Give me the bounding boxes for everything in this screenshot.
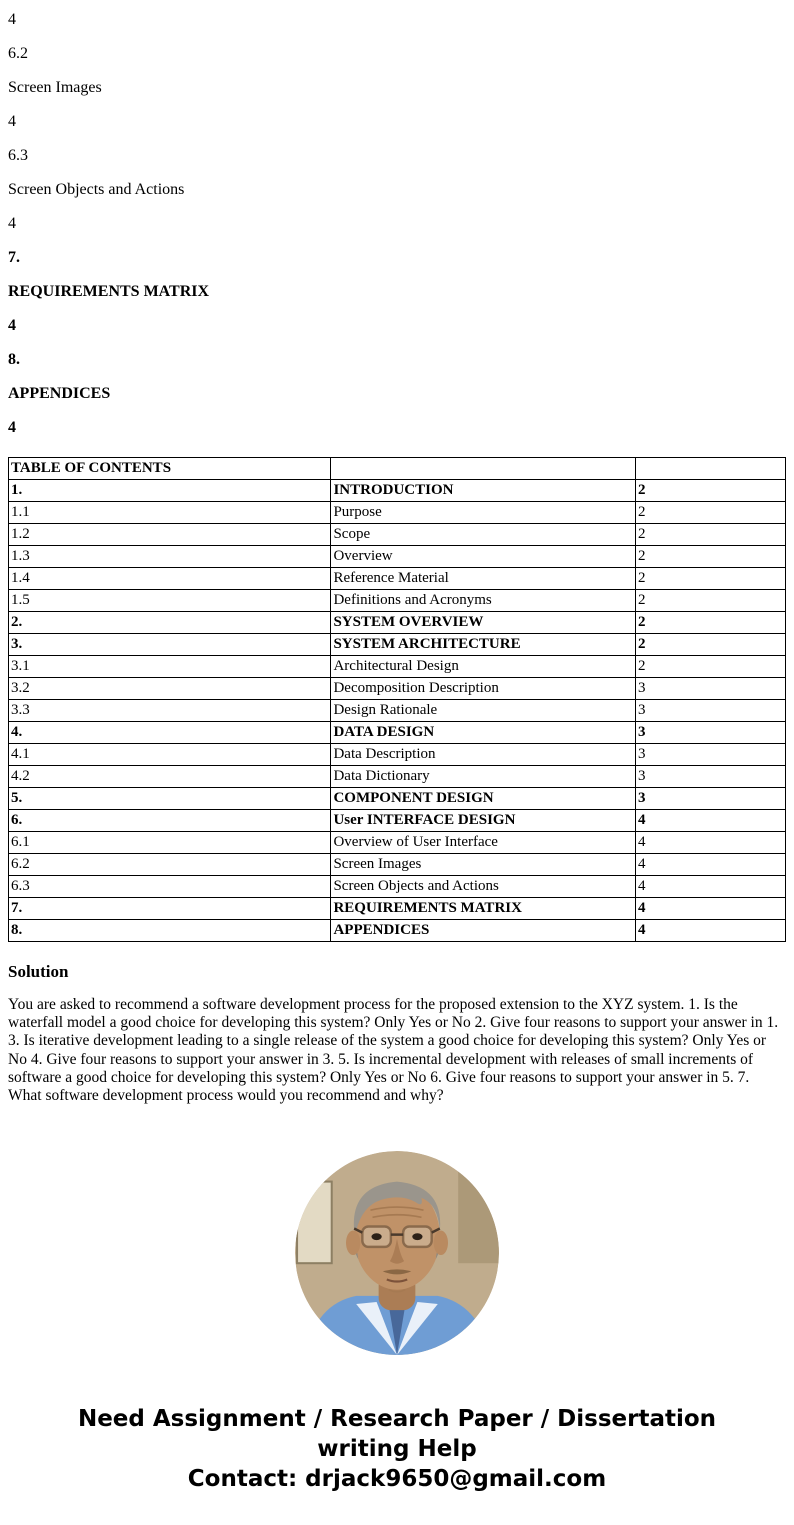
toc-cell-num: 4.2 [9, 766, 331, 788]
toc-table-row [9, 656, 786, 678]
toc-table-row [9, 590, 786, 612]
toc-table-row [9, 832, 786, 854]
toc-table-row [9, 788, 786, 810]
toc-cell-num: 8. [9, 920, 331, 942]
toc-table-row [9, 854, 786, 876]
toc-cell-page: 2 [636, 612, 786, 634]
toc-header-empty-1 [331, 458, 636, 480]
toc-table-row [9, 810, 786, 832]
toc-overflow-line: REQUIREMENTS MATRIX [8, 283, 210, 300]
toc-cell-page: 4 [636, 898, 786, 920]
toc-overflow-line: Screen Images [8, 79, 102, 96]
toc-cell-num: 1.4 [9, 568, 331, 590]
toc-cell-title: Definitions and Acronyms [331, 590, 636, 612]
toc-cell-num: 4. [9, 722, 331, 744]
toc-cell-num: 1.2 [9, 524, 331, 546]
toc-cell-num: 1.1 [9, 502, 331, 524]
toc-table-row [9, 568, 786, 590]
toc-cell-title: Reference Material [331, 568, 636, 590]
toc-cell-num: 2. [9, 612, 331, 634]
toc-cell-title: User INTERFACE DESIGN [331, 810, 636, 832]
toc-cell-num: 3. [9, 634, 331, 656]
toc-table-row [9, 634, 786, 656]
toc-cell-page: 2 [636, 634, 786, 656]
toc-cell-page: 4 [636, 854, 786, 876]
toc-cell-title: APPENDICES [331, 920, 636, 942]
toc-cell-page: 3 [636, 700, 786, 722]
toc-cell-page: 4 [636, 832, 786, 854]
toc-cell-title: Data Dictionary [331, 766, 636, 788]
toc-cell-title: SYSTEM ARCHITECTURE [331, 634, 636, 656]
toc-table-row [9, 898, 786, 920]
toc-header-row [9, 458, 786, 480]
toc-cell-title: Architectural Design [331, 656, 636, 678]
toc-table-row [9, 678, 786, 700]
toc-overflow-line: 7. [8, 249, 20, 266]
toc-cell-num: 4.1 [9, 744, 331, 766]
toc-cell-title: REQUIREMENTS MATRIX [331, 898, 636, 920]
toc-cell-title: Scope [331, 524, 636, 546]
toc-overflow-line: 4 [8, 215, 16, 232]
toc-overflow-line: APPENDICES [8, 385, 111, 402]
toc-overflow-line: 4 [8, 419, 16, 436]
tutor-portrait-photo [295, 1151, 499, 1355]
toc-header-title: TABLE OF CONTENTS [9, 458, 331, 480]
toc-table-row [9, 524, 786, 546]
toc-overflow-line: 4 [8, 113, 16, 130]
toc-cell-title: COMPONENT DESIGN [331, 788, 636, 810]
toc-cell-page: 2 [636, 656, 786, 678]
toc-cell-page: 2 [636, 568, 786, 590]
toc-table-row [9, 766, 786, 788]
toc-table-body [9, 480, 786, 942]
toc-overflow-line: 4 [8, 317, 16, 334]
toc-cell-title: Data Description [331, 744, 636, 766]
toc-cell-page: 2 [636, 590, 786, 612]
toc-cell-page: 3 [636, 678, 786, 700]
toc-cell-title: Overview [331, 546, 636, 568]
toc-cell-num: 1.5 [9, 590, 331, 612]
toc-table-row [9, 920, 786, 942]
toc-cell-title: Purpose [331, 502, 636, 524]
toc-overflow-line: Screen Objects and Actions [8, 181, 185, 198]
toc-overflow-line: 8. [8, 351, 20, 368]
toc-cell-title: Screen Objects and Actions [331, 876, 636, 898]
toc-cell-num: 6. [9, 810, 331, 832]
solution-heading: Solution [8, 962, 69, 981]
toc-cell-num: 3.1 [9, 656, 331, 678]
toc-cell-num: 6.2 [9, 854, 331, 876]
toc-cell-num: 6.1 [9, 832, 331, 854]
toc-cell-page: 3 [636, 788, 786, 810]
toc-cell-num: 6.3 [9, 876, 331, 898]
toc-cell-page: 3 [636, 744, 786, 766]
toc-cell-num: 5. [9, 788, 331, 810]
toc-cell-num: 7. [9, 898, 331, 920]
toc-table [8, 457, 786, 942]
toc-cell-page: 2 [636, 480, 786, 502]
toc-cell-title: Overview of User Interface [331, 832, 636, 854]
promo-contact-line: Contact: drjack9650@gmail.com [187, 1466, 607, 1492]
toc-overflow-line: 4 [8, 11, 16, 28]
toc-cell-page: 3 [636, 766, 786, 788]
toc-table-row [9, 722, 786, 744]
toc-table-row [9, 744, 786, 766]
toc-table-row [9, 546, 786, 568]
top-text-block [8, 10, 786, 437]
toc-cell-num: 3.2 [9, 678, 331, 700]
toc-cell-page: 4 [636, 810, 786, 832]
footer-promo [8, 1405, 786, 1495]
toc-table-row [9, 502, 786, 524]
toc-cell-title: Screen Images [331, 854, 636, 876]
toc-cell-page: 3 [636, 722, 786, 744]
toc-cell-title: SYSTEM OVERVIEW [331, 612, 636, 634]
toc-table-row [9, 876, 786, 898]
toc-cell-num: 3.3 [9, 700, 331, 722]
toc-table-row [9, 480, 786, 502]
toc-cell-page: 4 [636, 876, 786, 898]
promo-help-line: Need Assignment / Research Paper / Dissertation writing Help [77, 1406, 717, 1463]
toc-cell-page: 2 [636, 524, 786, 546]
avatar-wrap [8, 1151, 786, 1355]
toc-cell-num: 1.3 [9, 546, 331, 568]
toc-overflow-line: 6.3 [8, 147, 28, 164]
toc-cell-num: 1. [9, 480, 331, 502]
toc-table-row [9, 612, 786, 634]
toc-cell-title: DATA DESIGN [331, 722, 636, 744]
solution-paragraph: You are asked to recommend a software development process for the proposed extension to the XYZ system. 1. Is the waterfall model a good choice for developing this system? Only Yes or No 2. Give four reasons to support your answer in 1. 3. Is iterative development leading to a single release of the system a good choice for developing this system? Only Yes or No 4. Give four reasons to support your answer in 3. 5. Is incremental development with releases of small increments of software a good choice for developing this system? Only Yes or No 6. Give four reasons to support your answer in 5. 7. What software development process would you recommend and why? [8, 996, 779, 1105]
toc-table-row [9, 700, 786, 722]
toc-cell-title: Decomposition Description [331, 678, 636, 700]
toc-header-empty-2 [636, 458, 786, 480]
toc-cell-page: 2 [636, 502, 786, 524]
toc-cell-title: INTRODUCTION [331, 480, 636, 502]
toc-overflow-line: 6.2 [8, 45, 28, 62]
toc-cell-page: 4 [636, 920, 786, 942]
toc-cell-title: Design Rationale [331, 700, 636, 722]
toc-cell-page: 2 [636, 546, 786, 568]
